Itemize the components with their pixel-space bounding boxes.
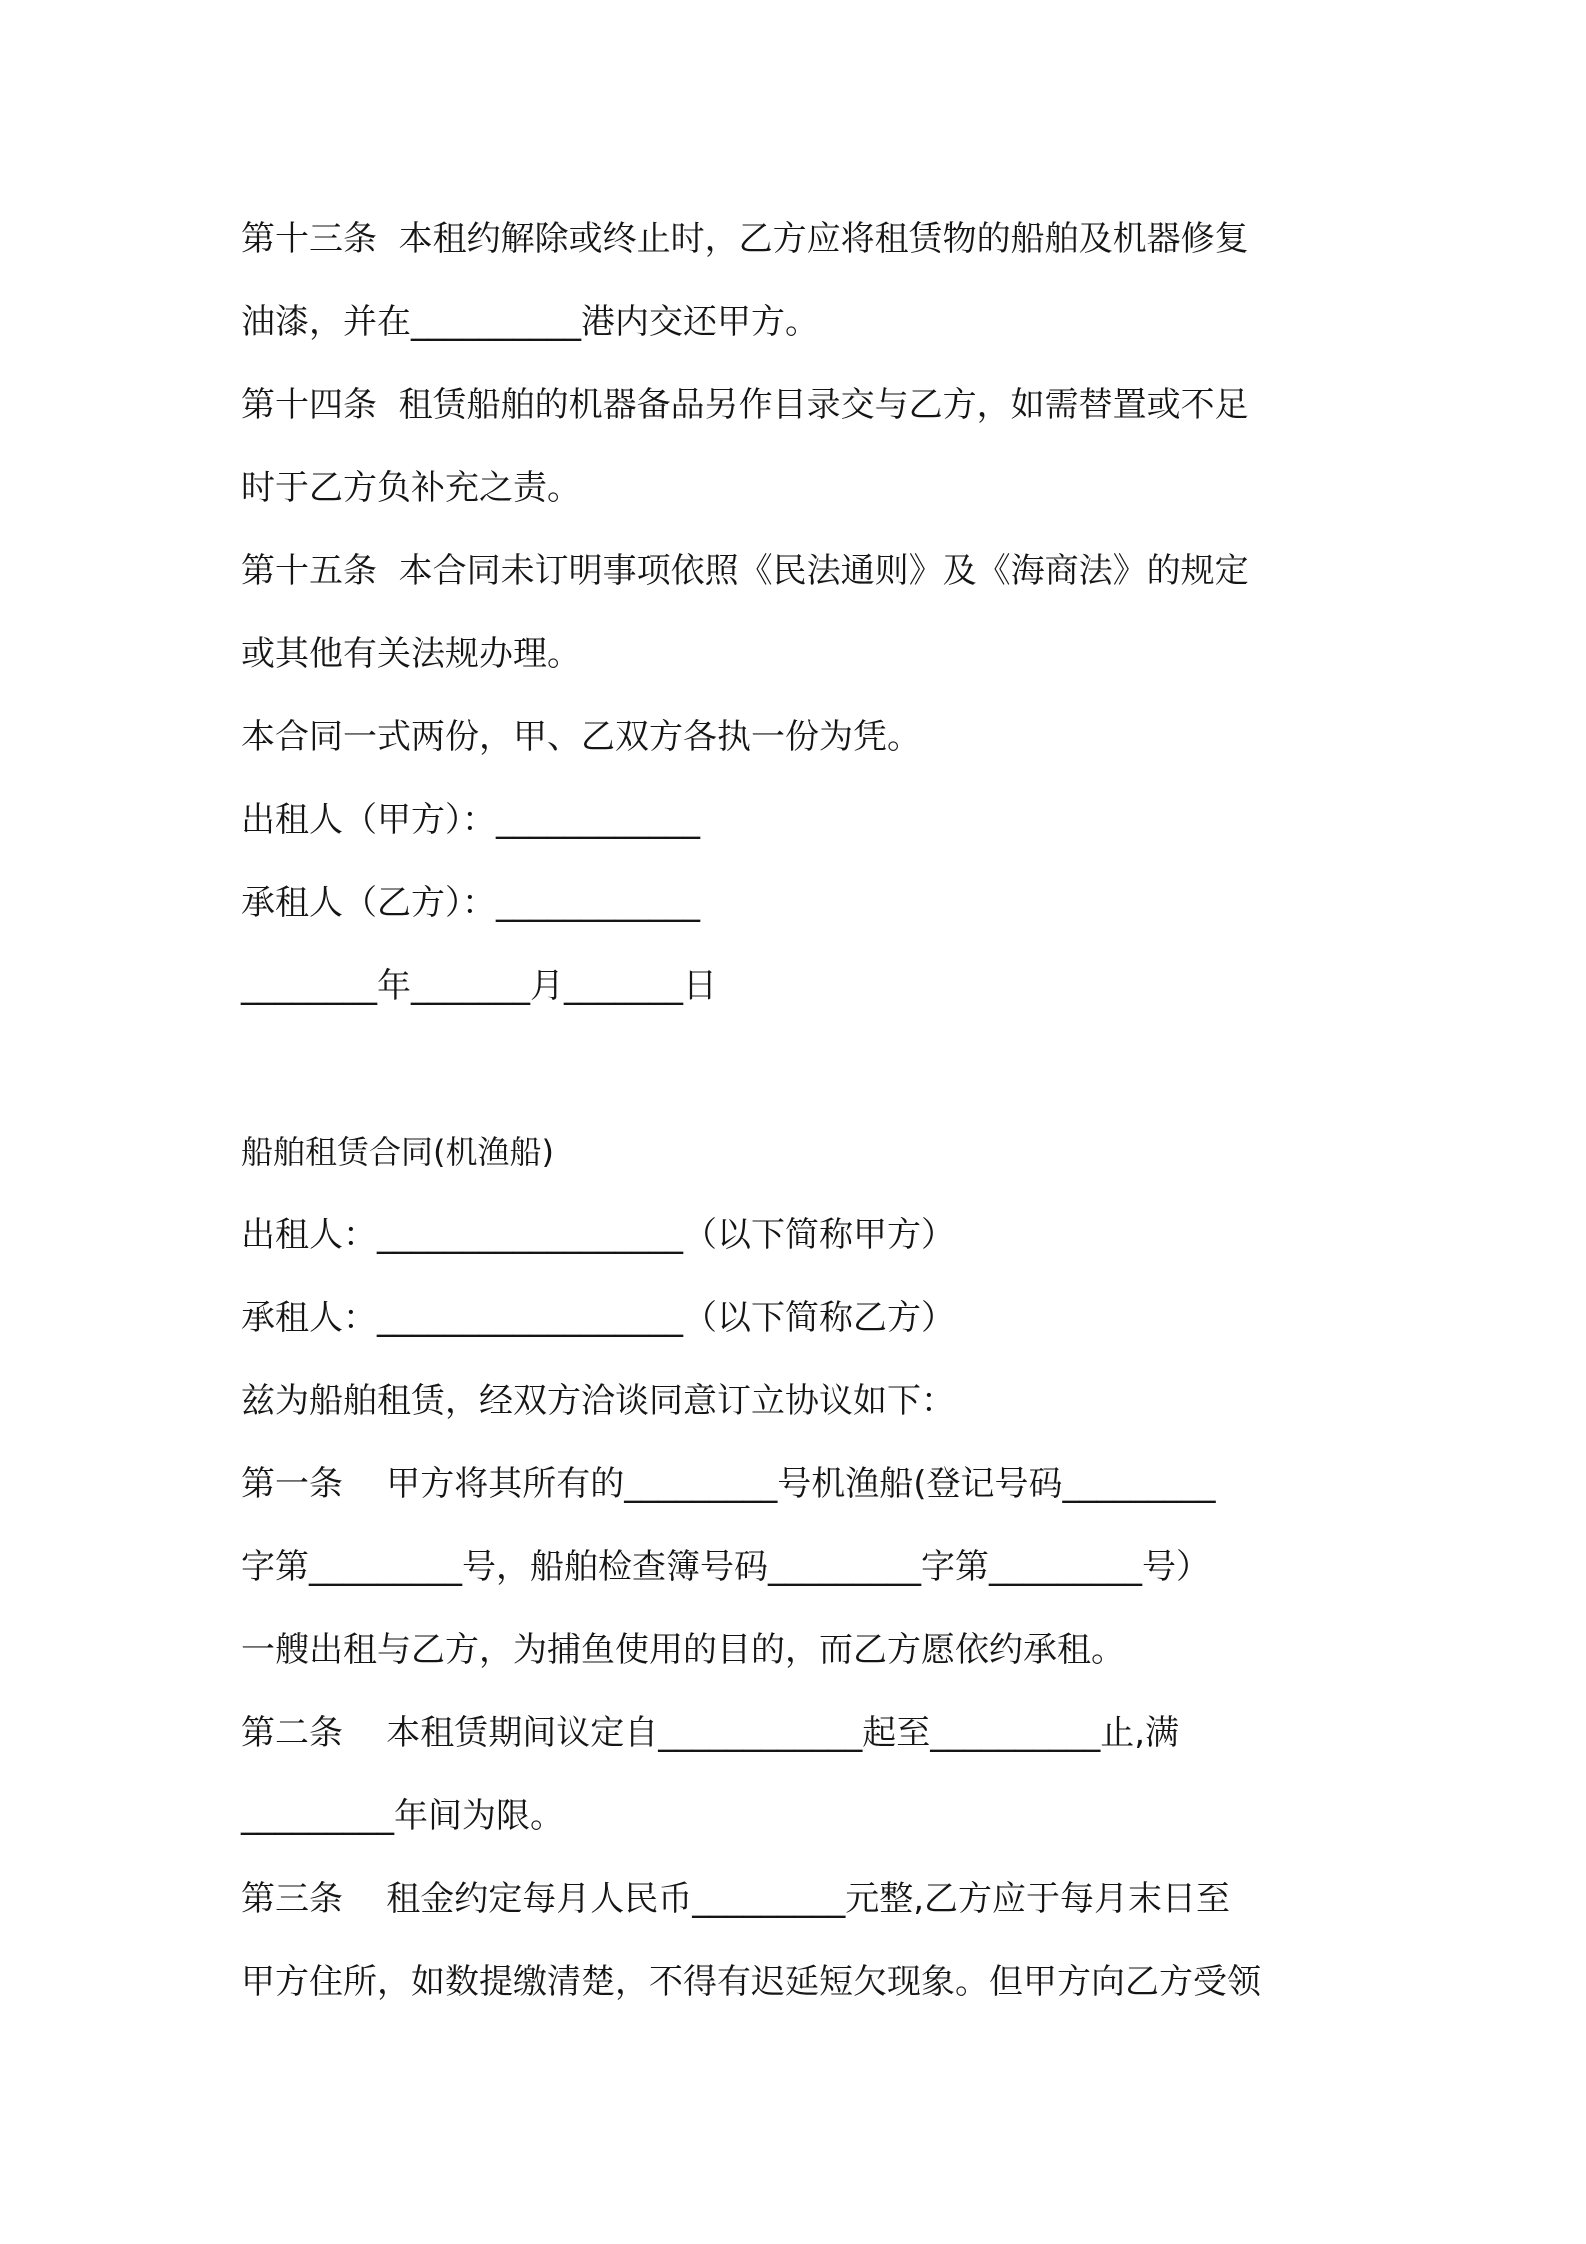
- text-line: 第一条 甲方将其所有的_________号机渔船(登记号码_________: [241, 1464, 1216, 1504]
- lessee-line: 承租人：__________________（以下简称乙方）: [241, 1298, 955, 1338]
- text-line: 字第_________号，船舶检查簿号码_________字第_________号）: [241, 1547, 1210, 1587]
- text-line: 第十五条 本合同未订明事项依照《民法通则》及《海商法》的规定: [241, 551, 1249, 591]
- text-line: 一艘出租与乙方，为捕鱼使用的目的，而乙方愿依约承租。: [241, 1630, 1125, 1670]
- section-gap: [241, 1028, 1361, 1111]
- text-line: 第二条 本租赁期间议定自____________起至__________止,满: [241, 1713, 1180, 1753]
- date-line: ________年_______月_______日: [241, 966, 717, 1006]
- text-line: 甲方住所，如数提缴清楚，不得有迟延短欠现象。但甲方向乙方受领: [241, 1962, 1261, 2002]
- text-line: 本合同一式两份，甲、乙双方各执一份为凭。: [241, 717, 921, 757]
- lessee-signature-line: 承租人（乙方）：____________: [241, 883, 700, 923]
- text-line: 第十三条 本租约解除或终止时，乙方应将租赁物的船舶及机器修复: [241, 219, 1249, 259]
- contract-title: 船舶租赁合同(机渔船): [241, 1133, 554, 1171]
- text-line: _________年间为限。: [241, 1796, 564, 1836]
- text-line: 第十四条 租赁船舶的机器备品另作目录交与乙方，如需替置或不足: [241, 385, 1249, 425]
- text-line: 兹为船舶租赁，经双方洽谈同意订立协议如下：: [241, 1381, 955, 1421]
- lessor-line: 出租人：__________________（以下简称甲方）: [241, 1215, 955, 1255]
- text-line: 时于乙方负补充之责。: [241, 468, 581, 508]
- text-line: 油漆，并在__________港内交还甲方。: [241, 302, 819, 342]
- document-body: [241, 198, 1361, 2024]
- text-line: 或其他有关法规办理。: [241, 634, 581, 674]
- text-line: 第三条 租金约定每月人民币_________元整,乙方应于每月末日至: [241, 1879, 1231, 1919]
- lessor-signature-line: 出租人（甲方）：____________: [241, 800, 700, 840]
